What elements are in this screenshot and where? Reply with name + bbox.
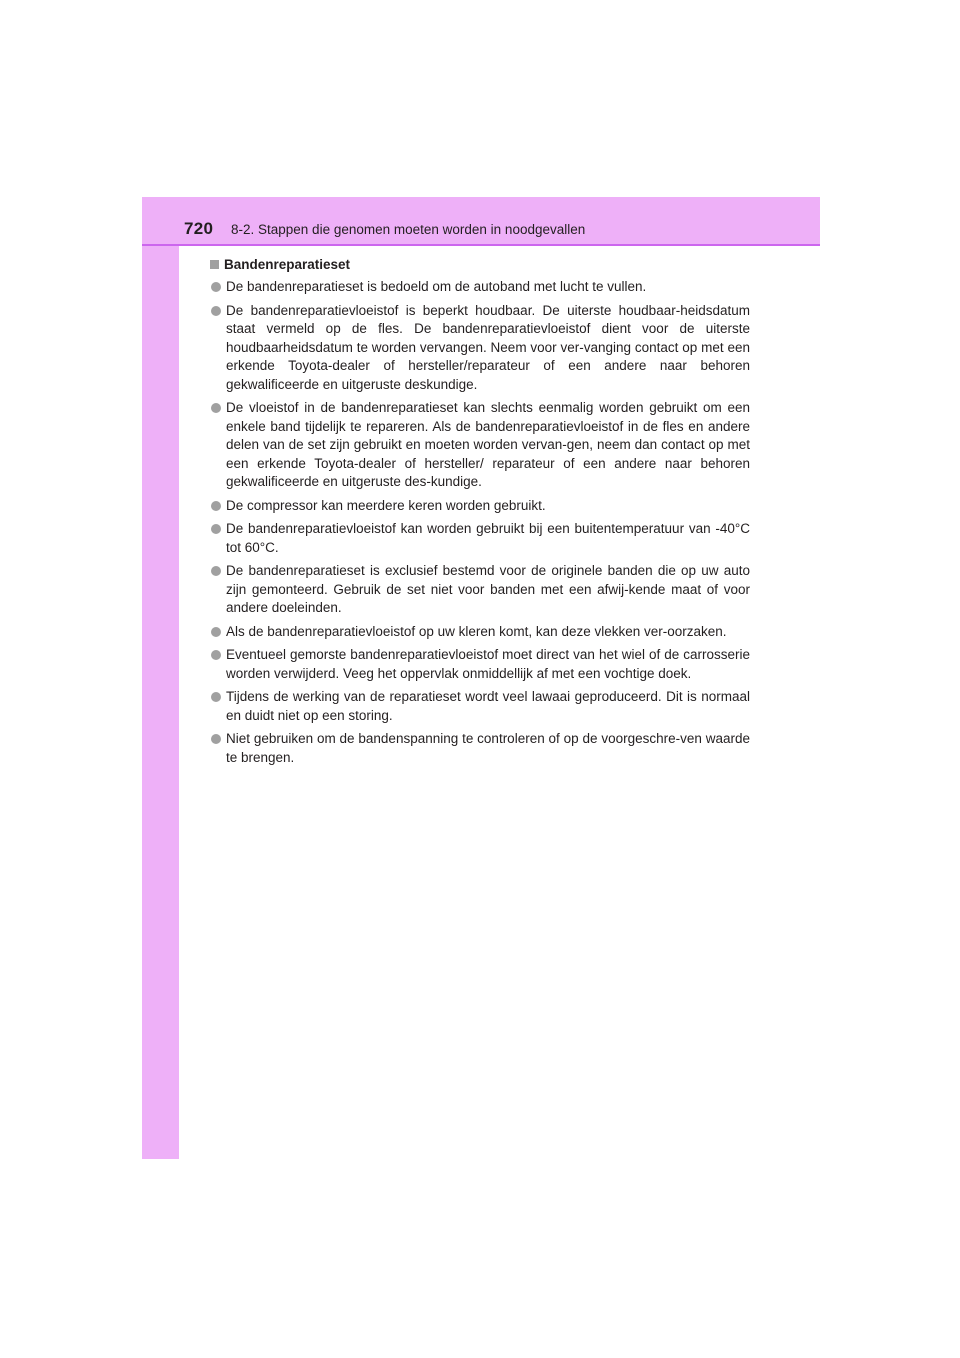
- list-item: [210, 623, 750, 642]
- section-heading-text: Bandenreparatieset: [224, 257, 351, 272]
- chapter-side-tab: [142, 197, 179, 1159]
- list-item: [210, 562, 750, 618]
- round-bullet-icon: [211, 650, 221, 660]
- list-item: [210, 688, 750, 725]
- round-bullet-icon: [211, 627, 221, 637]
- main-content: [210, 256, 750, 772]
- round-bullet-icon: [211, 734, 221, 744]
- section-title: 8-2. Stappen die genomen moeten worden in noodgevallen: [231, 222, 586, 237]
- round-bullet-icon: [211, 282, 221, 292]
- list-item-text: Niet gebruiken om de bandenspanning te controleren of op de voorgeschre-ven waarde te brengen.: [226, 731, 750, 765]
- list-item: [210, 497, 750, 516]
- list-item: [210, 399, 750, 492]
- list-item: [210, 302, 750, 395]
- list-item-text: De bandenreparatieset is exclusief bestemd voor de originele banden die op uw auto zijn gemonteerd. Gebruik de set niet voor banden met een afwij-kende maat of voor andere doeleinden.: [226, 563, 750, 615]
- list-item-text: De bandenreparatievloeistof is beperkt houdbaar. De uiterste houdbaar-heidsdatum staat vermeld op de fles. De bandenreparatievloeistof dient voor de uiterste houdbaarheidsdatum te worden vervangen. Neem voor ver-vanging contact op met een erkende Toyota-dealer of hersteller/reparateur of een andere naar behoren gekwalificeerde en uitgeruste deskundige.: [226, 302, 750, 392]
- list-item-text: Als de bandenreparatievloeistof op uw kleren komt, kan deze vlekken ver-oorzaken.: [226, 623, 727, 639]
- list-item-text: De vloeistof in de bandenreparatieset kan slechts eenmalig worden gebruikt om een enkele band tijdelijk te repareren. Als de bandenreparatievloeistof in de fles en andere delen van de set zijn gebruikt en moeten worden vervan-gen, neem dan contact op met een erkende Toyota-dealer of hersteller/ reparateur of een andere naar behoren gekwalificeerde en uitgeruste des-kundige.: [226, 400, 750, 489]
- list-item: [210, 730, 750, 767]
- list-item-text: Eventueel gemorste bandenreparatievloeistof moet direct van het wiel of de carrosserie worden verwijderd. Veeg het oppervlak onmiddellijk af met een vochtige doek.: [226, 647, 750, 681]
- list-item: [210, 278, 750, 297]
- bullet-list: [210, 278, 750, 767]
- list-item-text: Tijdens de werking van de reparatieset wordt veel lawaai geproduceerd. Dit is normaal en duidt niet op een storing.: [226, 689, 750, 723]
- round-bullet-icon: [211, 566, 221, 576]
- list-item: [210, 520, 750, 557]
- page-number: 720: [184, 219, 214, 238]
- round-bullet-icon: [211, 403, 221, 413]
- list-item-text: De bandenreparatievloeistof kan worden gebruikt bij een buitentemperatuur van -40°C tot 60°C.: [226, 521, 750, 555]
- list-item: [210, 646, 750, 683]
- list-item-text: De compressor kan meerdere keren worden gebruikt.: [226, 497, 546, 513]
- round-bullet-icon: [211, 501, 221, 511]
- round-bullet-icon: [211, 692, 221, 702]
- list-item-text: De bandenreparatieset is bedoeld om de autoband met lucht te vullen.: [226, 279, 647, 294]
- square-bullet-icon: [210, 260, 219, 269]
- header-divider: [142, 244, 820, 246]
- round-bullet-icon: [211, 306, 221, 316]
- round-bullet-icon: [211, 524, 221, 534]
- section-heading: [210, 256, 750, 273]
